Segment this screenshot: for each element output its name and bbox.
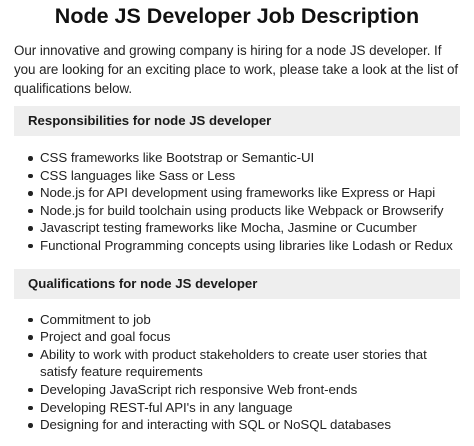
bullet-icon [28,406,33,411]
intro-paragraph: Our innovative and growing company is hiring for a node JS developer. If you are looking for an exciting place to work, please take a look at the list of qualifications below. [14,43,459,96]
bullet-icon [28,318,33,323]
list-item-text: Javascript testing frameworks like Mocha, Jasmine or Cucumber [40,220,417,236]
list-item-text: Developing REST-ful API's in any language [40,399,293,415]
bullet-icon [28,191,33,196]
bullet-icon [28,226,33,231]
list-item-text: CSS frameworks like Bootstrap or Semantic-UI [40,150,315,165]
bullet-icon [28,156,33,161]
list-item [28,184,460,202]
list-item-text: Designing for and interacting with SQL or NoSQL databases [40,417,391,433]
list-item-text: Project and goal focus [40,329,171,345]
list-item [28,237,460,255]
list-item [28,167,460,185]
list-item-text: Commitment to job [40,311,151,327]
list-item-text: Node.js for API development using frameworks like Express or Hapi [40,185,436,201]
list-item-text: CSS languages like Sass or Less [40,167,236,183]
list-item [28,149,460,167]
bullet-icon [28,423,33,428]
list-item [28,381,460,399]
qualifications-heading: Qualifications for node JS developer [14,269,460,299]
list-item-text: Ability to work with product stakeholders to create user stories that satisfy feature requirements [40,346,427,380]
qualifications-list [14,311,460,434]
bullet-icon [28,335,33,340]
list-item [28,416,460,434]
page-title: Node JS Developer Job Description [54,4,420,28]
list-item [28,399,460,417]
bullet-icon [28,388,33,393]
list-item-text: Functional Programming concepts using libraries like Lodash or Redux [40,237,453,253]
bullet-icon [28,353,33,358]
bullet-icon [28,244,33,249]
list-item [28,346,460,381]
list-item [28,328,460,346]
responsibilities-list [14,149,460,255]
bullet-icon [28,174,33,179]
list-item [28,219,460,237]
list-item [28,311,460,329]
list-item-text: Developing JavaScript rich responsive Web front-ends [40,381,358,397]
bullet-icon [28,209,33,214]
responsibilities-heading: Responsibilities for node JS developer [14,106,460,136]
list-item-text: Node.js for build toolchain using products like Webpack or Browserify [40,202,444,218]
list-item [28,202,460,220]
